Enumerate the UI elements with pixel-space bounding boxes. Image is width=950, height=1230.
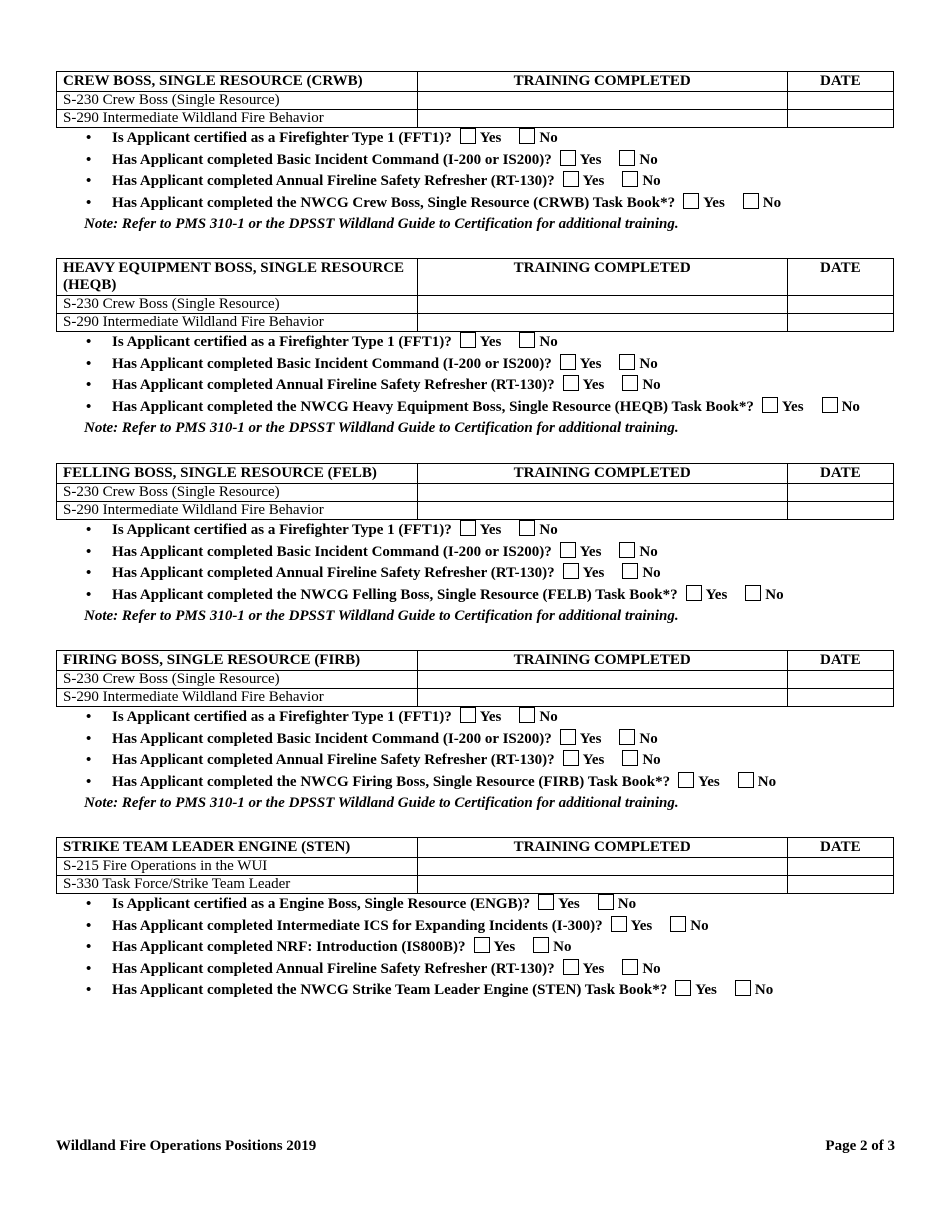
yes-checkbox[interactable] bbox=[560, 150, 576, 166]
date-cell[interactable] bbox=[787, 110, 893, 128]
bullet-icon: • bbox=[86, 130, 92, 146]
table-row bbox=[57, 296, 894, 314]
question-text: Is Applicant certified as a Firefighter Type 1 (FFT1)? bbox=[112, 334, 452, 350]
no-label: No bbox=[639, 543, 658, 560]
yes-checkbox[interactable] bbox=[474, 937, 490, 953]
question-item bbox=[56, 150, 896, 172]
date-cell[interactable] bbox=[787, 876, 893, 894]
bullet-icon: • bbox=[86, 586, 92, 603]
no-checkbox[interactable] bbox=[738, 772, 754, 788]
training-table bbox=[56, 71, 894, 128]
position-title: STRIKE TEAM LEADER ENGINE (STEN) bbox=[57, 838, 418, 858]
bullet-icon: • bbox=[86, 565, 92, 582]
yes-label: Yes bbox=[582, 377, 605, 394]
no-checkbox[interactable] bbox=[533, 937, 549, 953]
question-item bbox=[56, 354, 896, 376]
question-list bbox=[56, 332, 896, 418]
yes-label: Yes bbox=[479, 334, 502, 350]
course-name: S-290 Intermediate Wildland Fire Behavior bbox=[57, 502, 418, 520]
date-cell[interactable] bbox=[787, 502, 893, 520]
question-text: Has Applicant completed Annual Fireline Safety Refresher (RT-130)? bbox=[112, 173, 555, 190]
course-name: S-330 Task Force/Strike Team Leader bbox=[57, 876, 418, 894]
yes-checkbox[interactable] bbox=[560, 542, 576, 558]
yes-label: Yes bbox=[698, 773, 720, 790]
question-text: Is Applicant certified as a Firefighter Type 1 (FFT1)? bbox=[112, 130, 452, 146]
yes-checkbox[interactable] bbox=[563, 959, 579, 975]
training-completed-cell[interactable] bbox=[417, 502, 787, 520]
no-label: No bbox=[690, 917, 709, 934]
yes-label: Yes bbox=[493, 939, 516, 956]
training-completed-cell[interactable] bbox=[417, 110, 787, 128]
table-row bbox=[57, 671, 894, 689]
bullet-icon: • bbox=[86, 543, 92, 560]
question-item bbox=[56, 128, 896, 150]
yes-label: Yes bbox=[705, 586, 728, 603]
question-text: Has Applicant completed Basic Incident Command (I-200 or IS200)? bbox=[112, 543, 552, 560]
no-checkbox[interactable] bbox=[519, 520, 535, 536]
yes-label: Yes bbox=[582, 960, 605, 977]
question-item bbox=[56, 937, 896, 959]
no-checkbox[interactable] bbox=[519, 707, 535, 723]
course-name: S-230 Crew Boss (Single Resource) bbox=[57, 92, 418, 110]
course-name: S-230 Crew Boss (Single Resource) bbox=[57, 484, 418, 502]
section-crwb bbox=[56, 71, 896, 235]
section-firb bbox=[56, 650, 896, 814]
footer-document-title: Wildland Fire Operations Positions 2019 bbox=[56, 1138, 317, 1154]
section-heqb bbox=[56, 258, 896, 439]
no-checkbox[interactable] bbox=[598, 894, 614, 910]
section-felb bbox=[56, 463, 896, 627]
yes-label: Yes bbox=[630, 917, 653, 934]
question-item bbox=[56, 563, 896, 585]
date-cell[interactable] bbox=[787, 484, 893, 502]
no-label: No bbox=[539, 522, 558, 538]
course-name: S-215 Fire Operations in the WUI bbox=[57, 858, 418, 876]
question-text: Has Applicant completed Annual Fireline Safety Refresher (RT-130)? bbox=[112, 960, 555, 977]
question-item bbox=[56, 193, 896, 215]
question-text: Has Applicant completed Basic Incident Command (I-200 or IS200)? bbox=[112, 355, 552, 372]
training-table bbox=[56, 650, 894, 707]
table-row bbox=[57, 92, 894, 110]
table-row bbox=[57, 484, 894, 502]
yes-checkbox[interactable] bbox=[675, 980, 691, 996]
bullet-icon: • bbox=[86, 173, 92, 190]
date-header: DATE bbox=[787, 464, 893, 484]
question-text: Has Applicant completed the NWCG Felling Boss, Single Resource (FELB) Task Book*? bbox=[112, 586, 678, 603]
yes-label: Yes bbox=[479, 522, 502, 538]
training-table bbox=[56, 463, 894, 520]
training-completed-cell[interactable] bbox=[417, 92, 787, 110]
yes-checkbox[interactable] bbox=[678, 772, 694, 788]
no-label: No bbox=[754, 982, 774, 999]
course-name: S-230 Crew Boss (Single Resource) bbox=[57, 296, 418, 314]
yes-checkbox[interactable] bbox=[686, 585, 702, 601]
yes-label: Yes bbox=[479, 130, 502, 146]
training-completed-cell[interactable] bbox=[417, 689, 787, 707]
no-checkbox[interactable] bbox=[519, 332, 535, 348]
date-header: DATE bbox=[787, 838, 893, 858]
question-text: Has Applicant completed NRF: Introduction (IS800B)? bbox=[112, 939, 466, 956]
training-table bbox=[56, 837, 894, 894]
training-completed-header: TRAINING COMPLETED bbox=[417, 72, 787, 92]
bullet-icon: • bbox=[86, 896, 92, 912]
table-row bbox=[57, 314, 894, 332]
question-list bbox=[56, 128, 896, 214]
table-row bbox=[57, 876, 894, 894]
question-text: Has Applicant completed the NWCG Strike Team Leader Engine (STEN) Task Book*? bbox=[112, 982, 668, 999]
no-label: No bbox=[757, 773, 777, 790]
no-label: No bbox=[539, 334, 558, 350]
question-text: Has Applicant completed Intermediate ICS for Expanding Incidents (I-300)? bbox=[112, 917, 603, 934]
question-item bbox=[56, 729, 896, 751]
course-name: S-290 Intermediate Wildland Fire Behavior bbox=[57, 689, 418, 707]
question-item bbox=[56, 772, 896, 794]
no-label: No bbox=[639, 355, 658, 372]
question-text: Has Applicant completed the NWCG Heavy Equipment Boss, Single Resource (HEQB) Task Book*? bbox=[112, 398, 754, 415]
no-checkbox[interactable] bbox=[619, 542, 635, 558]
question-list bbox=[56, 707, 896, 793]
no-label: No bbox=[765, 586, 784, 603]
training-completed-header: TRAINING COMPLETED bbox=[417, 838, 787, 858]
question-item bbox=[56, 959, 896, 981]
no-label: No bbox=[617, 896, 637, 912]
no-label: No bbox=[642, 377, 661, 394]
question-text: Has Applicant completed Annual Fireline Safety Refresher (RT-130)? bbox=[112, 752, 555, 769]
course-name: S-230 Crew Boss (Single Resource) bbox=[57, 671, 418, 689]
bullet-icon: • bbox=[86, 709, 92, 725]
yes-checkbox[interactable] bbox=[563, 375, 579, 391]
question-item bbox=[56, 171, 896, 193]
question-text: Has Applicant completed Basic Incident Command (I-200 or IS200)? bbox=[112, 730, 552, 747]
training-completed-header: TRAINING COMPLETED bbox=[417, 464, 787, 484]
no-label: No bbox=[642, 752, 661, 769]
section-note: Note: Refer to PMS 310-1 or the DPSST Wildland Guide to Certification for additional training. bbox=[84, 795, 679, 812]
question-item bbox=[56, 397, 896, 419]
date-header: DATE bbox=[787, 72, 893, 92]
section-sten bbox=[56, 837, 896, 1002]
table-row bbox=[57, 689, 894, 707]
no-label: No bbox=[762, 194, 782, 211]
yes-checkbox[interactable] bbox=[560, 729, 576, 745]
date-cell[interactable] bbox=[787, 314, 893, 332]
question-text: Has Applicant completed Annual Fireline Safety Refresher (RT-130)? bbox=[112, 565, 555, 582]
yes-checkbox[interactable] bbox=[460, 128, 476, 144]
yes-label: Yes bbox=[579, 730, 602, 747]
yes-label: Yes bbox=[479, 709, 502, 725]
training-completed-header: TRAINING COMPLETED bbox=[417, 651, 787, 671]
yes-label: Yes bbox=[558, 896, 580, 912]
yes-checkbox[interactable] bbox=[538, 894, 554, 910]
yes-checkbox[interactable] bbox=[563, 750, 579, 766]
yes-checkbox[interactable] bbox=[460, 707, 476, 723]
training-completed-cell[interactable] bbox=[417, 314, 787, 332]
bullet-icon: • bbox=[86, 522, 92, 538]
training-completed-cell[interactable] bbox=[417, 671, 787, 689]
question-item bbox=[56, 750, 896, 772]
yes-checkbox[interactable] bbox=[460, 520, 476, 536]
no-label: No bbox=[639, 730, 658, 747]
no-label: No bbox=[642, 565, 661, 582]
position-title: FIRING BOSS, SINGLE RESOURCE (FIRB) bbox=[57, 651, 418, 671]
yes-label: Yes bbox=[579, 543, 602, 560]
date-header: DATE bbox=[787, 259, 893, 296]
bullet-icon: • bbox=[86, 377, 92, 394]
question-item bbox=[56, 542, 896, 564]
no-checkbox[interactable] bbox=[622, 375, 638, 391]
no-checkbox[interactable] bbox=[622, 750, 638, 766]
bullet-icon: • bbox=[86, 334, 92, 350]
no-checkbox[interactable] bbox=[622, 563, 638, 579]
bullet-icon: • bbox=[86, 355, 92, 372]
yes-checkbox[interactable] bbox=[560, 354, 576, 370]
bullet-icon: • bbox=[86, 917, 92, 934]
yes-checkbox[interactable] bbox=[683, 193, 699, 209]
yes-checkbox[interactable] bbox=[460, 332, 476, 348]
question-item bbox=[56, 585, 896, 607]
position-title: HEAVY EQUIPMENT BOSS, SINGLE RESOURCE (HEQB) bbox=[57, 259, 418, 296]
position-title: CREW BOSS, SINGLE RESOURCE (CRWB) bbox=[57, 72, 418, 92]
no-label: No bbox=[642, 173, 661, 190]
question-text: Is Applicant certified as a Engine Boss, Single Resource (ENGB)? bbox=[112, 896, 531, 912]
question-text: Is Applicant certified as a Firefighter Type 1 (FFT1)? bbox=[112, 522, 452, 538]
no-checkbox[interactable] bbox=[670, 916, 686, 932]
question-item bbox=[56, 894, 896, 916]
question-text: Has Applicant completed the NWCG Firing Boss, Single Resource (FIRB) Task Book*? bbox=[112, 773, 671, 790]
training-completed-header: TRAINING COMPLETED bbox=[417, 259, 787, 296]
question-list bbox=[56, 520, 896, 606]
section-note: Note: Refer to PMS 310-1 or the DPSST Wildland Guide to Certification for additional training. bbox=[84, 420, 679, 437]
bullet-icon: • bbox=[86, 752, 92, 769]
question-text: Has Applicant completed the NWCG Crew Boss, Single Resource (CRWB) Task Book*? bbox=[112, 194, 676, 211]
bullet-icon: • bbox=[86, 398, 92, 415]
bullet-icon: • bbox=[86, 730, 92, 747]
yes-label: Yes bbox=[579, 151, 602, 168]
yes-label: Yes bbox=[582, 565, 605, 582]
no-label: No bbox=[642, 960, 661, 977]
yes-label: Yes bbox=[781, 398, 804, 415]
no-label: No bbox=[639, 151, 658, 168]
bullet-icon: • bbox=[86, 939, 92, 956]
yes-label: Yes bbox=[703, 194, 725, 211]
date-cell[interactable] bbox=[787, 92, 893, 110]
yes-label: Yes bbox=[579, 355, 602, 372]
training-table bbox=[56, 258, 894, 332]
yes-checkbox[interactable] bbox=[762, 397, 778, 413]
table-row bbox=[57, 502, 894, 520]
yes-checkbox[interactable] bbox=[611, 916, 627, 932]
training-completed-cell[interactable] bbox=[417, 484, 787, 502]
question-item bbox=[56, 375, 896, 397]
yes-checkbox[interactable] bbox=[563, 563, 579, 579]
question-item bbox=[56, 520, 896, 542]
yes-label: Yes bbox=[582, 173, 605, 190]
training-completed-cell[interactable] bbox=[417, 296, 787, 314]
question-text: Has Applicant completed Annual Fireline Safety Refresher (RT-130)? bbox=[112, 377, 555, 394]
bullet-icon: • bbox=[86, 151, 92, 168]
bullet-icon: • bbox=[86, 982, 92, 999]
position-title: FELLING BOSS, SINGLE RESOURCE (FELB) bbox=[57, 464, 418, 484]
question-text: Has Applicant completed Basic Incident Command (I-200 or IS200)? bbox=[112, 151, 552, 168]
no-checkbox[interactable] bbox=[619, 150, 635, 166]
question-list bbox=[56, 894, 896, 1002]
bullet-icon: • bbox=[86, 960, 92, 977]
date-cell[interactable] bbox=[787, 671, 893, 689]
no-checkbox[interactable] bbox=[735, 980, 751, 996]
bullet-icon: • bbox=[86, 194, 92, 211]
yes-label: Yes bbox=[695, 982, 717, 999]
question-item bbox=[56, 332, 896, 354]
table-row bbox=[57, 110, 894, 128]
no-checkbox[interactable] bbox=[745, 585, 761, 601]
date-cell[interactable] bbox=[787, 858, 893, 876]
no-checkbox[interactable] bbox=[519, 128, 535, 144]
question-item bbox=[56, 707, 896, 729]
question-text: Is Applicant certified as a Firefighter Type 1 (FFT1)? bbox=[112, 709, 452, 725]
course-name: S-290 Intermediate Wildland Fire Behavior bbox=[57, 314, 418, 332]
no-label: No bbox=[539, 709, 558, 725]
date-cell[interactable] bbox=[787, 689, 893, 707]
yes-label: Yes bbox=[582, 752, 605, 769]
no-checkbox[interactable] bbox=[822, 397, 838, 413]
no-checkbox[interactable] bbox=[622, 959, 638, 975]
no-checkbox[interactable] bbox=[743, 193, 759, 209]
question-item bbox=[56, 980, 896, 1002]
date-cell[interactable] bbox=[787, 296, 893, 314]
section-note: Note: Refer to PMS 310-1 or the DPSST Wildland Guide to Certification for additional training. bbox=[84, 216, 679, 233]
no-label: No bbox=[539, 130, 558, 146]
no-label: No bbox=[841, 398, 860, 415]
table-row bbox=[57, 858, 894, 876]
date-header: DATE bbox=[787, 651, 893, 671]
no-checkbox[interactable] bbox=[619, 729, 635, 745]
bullet-icon: • bbox=[86, 773, 92, 790]
no-checkbox[interactable] bbox=[619, 354, 635, 370]
footer-page-number: Page 2 of 3 bbox=[825, 1138, 895, 1154]
question-item bbox=[56, 916, 896, 938]
training-completed-cell[interactable] bbox=[417, 858, 787, 876]
no-label: No bbox=[553, 939, 572, 956]
no-checkbox[interactable] bbox=[622, 171, 638, 187]
training-completed-cell[interactable] bbox=[417, 876, 787, 894]
section-note: Note: Refer to PMS 310-1 or the DPSST Wildland Guide to Certification for additional training. bbox=[84, 608, 679, 625]
yes-checkbox[interactable] bbox=[563, 171, 579, 187]
course-name: S-290 Intermediate Wildland Fire Behavior bbox=[57, 110, 418, 128]
